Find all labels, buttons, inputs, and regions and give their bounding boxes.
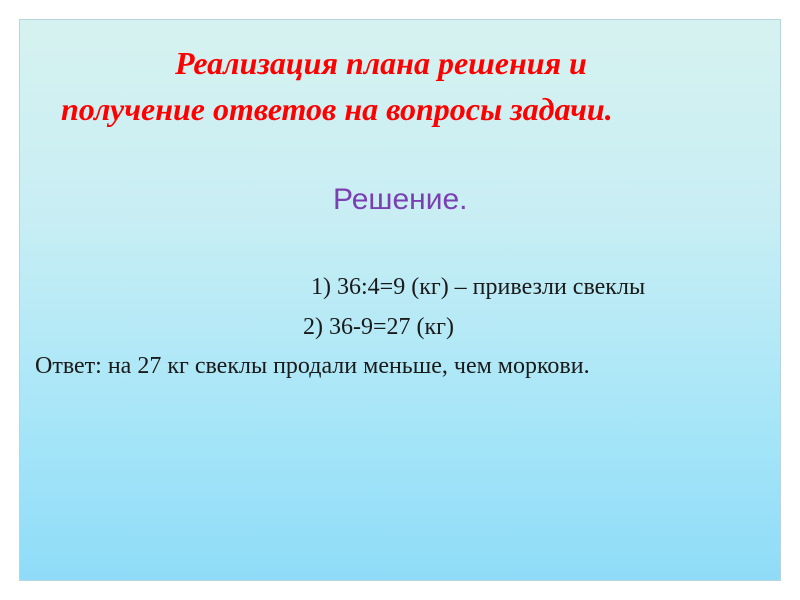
solution-step-2: 2) 36-9=27 (кг) — [303, 314, 455, 340]
title-line-2: получение ответов на вопросы задачи. — [61, 91, 613, 127]
slide — [19, 19, 781, 581]
title-line-1: Реализация плана решения и — [175, 45, 587, 81]
answer-text: Ответ: на 27 кг свеклы продали меньше, чем моркови. — [35, 353, 590, 379]
solution-step-1: 1) 36:4=9 (кг) – привезли свеклы — [311, 274, 646, 300]
solution-heading: Решение. — [333, 183, 468, 216]
